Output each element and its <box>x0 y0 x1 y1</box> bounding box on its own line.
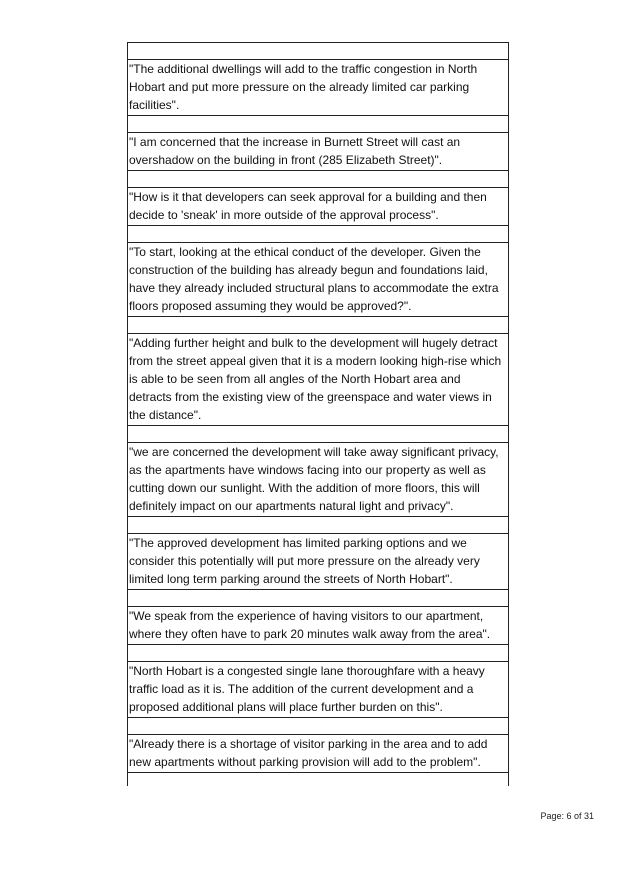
comments-table <box>127 42 509 786</box>
spacer-row <box>128 718 508 735</box>
spacer-row <box>128 517 508 534</box>
spacer-row-partial <box>128 773 508 786</box>
page-number: Page: 6 of 31 <box>540 811 594 821</box>
spacer-row <box>128 226 508 243</box>
quote-row: "I am concerned that the increase in Burnett Street will cast an overshadow on the building in front (285 Elizabeth Street)". <box>128 133 508 171</box>
spacer-row <box>128 317 508 334</box>
quote-row: "we are concerned the development will take away significant privacy, as the apartments have windows facing into our property as well as cutting down our sunlight. With the addition of more floors, this will definitely impact on our apartments natural light and privacy". <box>128 443 508 517</box>
quote-row: "The approved development has limited parking options and we consider this potentially will put more pressure on the already very limited long term parking around the streets of North Hobart". <box>128 534 508 590</box>
spacer-row <box>128 590 508 607</box>
quote-row: "We speak from the experience of having visitors to our apartment, where they often have to park 20 minutes walk away from the area". <box>128 607 508 645</box>
quote-row: "To start, looking at the ethical conduct of the developer. Given the construction of the building has already begun and foundations laid, have they already included structural plans to accommodate the extra floors proposed assuming they would be approved?". <box>128 243 508 317</box>
quote-row: "Adding further height and bulk to the development will hugely detract from the street appeal given that it is a modern looking high-rise which is able to be seen from all angles of the North Hobart area and detracts from the existing view of the greenspace and water views in the distance". <box>128 334 508 426</box>
quote-row: "North Hobart is a congested single lane thoroughfare with a heavy traffic load as it is. The addition of the current development and a proposed additional plans will place further burden on this". <box>128 662 508 718</box>
spacer-row <box>128 43 508 60</box>
spacer-row <box>128 116 508 133</box>
quote-row: "How is it that developers can seek approval for a building and then decide to 'sneak' in more outside of the approval process". <box>128 188 508 226</box>
spacer-row <box>128 645 508 662</box>
quote-row: "The additional dwellings will add to the traffic congestion in North Hobart and put more pressure on the already limited car parking facilities". <box>128 60 508 116</box>
spacer-row <box>128 171 508 188</box>
spacer-row <box>128 426 508 443</box>
quote-row: "Already there is a shortage of visitor parking in the area and to add new apartments without parking provision will add to the problem". <box>128 735 508 773</box>
